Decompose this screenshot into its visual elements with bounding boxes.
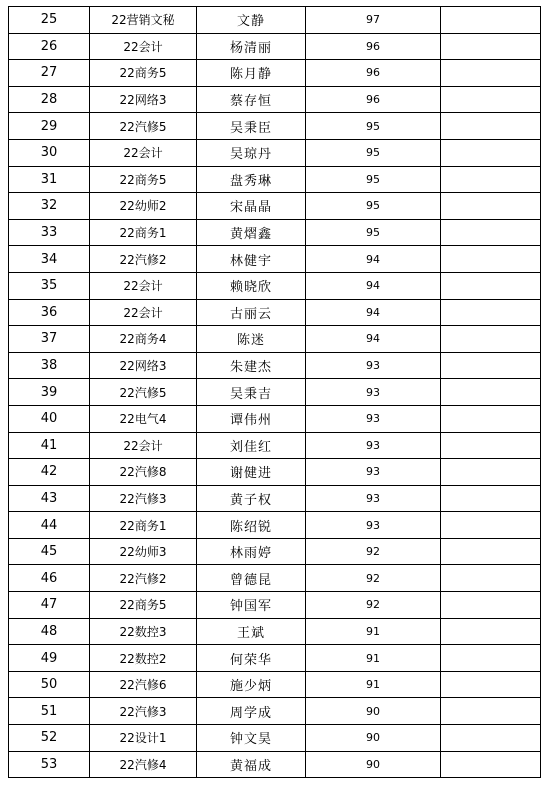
name-cell: 王斌 bbox=[197, 618, 306, 645]
score-cell: 92 bbox=[306, 592, 441, 619]
score-cell: 96 bbox=[306, 33, 441, 60]
class-cell: 22电气4 bbox=[90, 405, 197, 432]
name-cell: 谭伟州 bbox=[197, 405, 306, 432]
class-cell: 22商务1 bbox=[90, 512, 197, 539]
class-cell: 22汽修5 bbox=[90, 379, 197, 406]
class-cell: 22商务5 bbox=[90, 592, 197, 619]
score-cell: 94 bbox=[306, 326, 441, 353]
class-cell: 22网络3 bbox=[90, 352, 197, 379]
name-cell: 施少炳 bbox=[197, 671, 306, 698]
score-cell: 93 bbox=[306, 352, 441, 379]
remark-cell bbox=[441, 485, 541, 512]
score-cell: 93 bbox=[306, 512, 441, 539]
name-cell: 吴秉臣 bbox=[197, 113, 306, 140]
score-cell: 95 bbox=[306, 139, 441, 166]
class-cell: 22汽修8 bbox=[90, 459, 197, 486]
name-cell: 曾德昆 bbox=[197, 565, 306, 592]
name-cell: 黄熠鑫 bbox=[197, 219, 306, 246]
results-table bbox=[8, 6, 541, 778]
class-cell: 22幼师3 bbox=[90, 538, 197, 565]
name-cell: 古丽云 bbox=[197, 299, 306, 326]
rank-cell: 44 bbox=[9, 512, 90, 539]
rank-cell: 26 bbox=[9, 33, 90, 60]
score-cell: 93 bbox=[306, 459, 441, 486]
name-cell: 蔡存恒 bbox=[197, 86, 306, 113]
class-cell: 22幼师2 bbox=[90, 193, 197, 220]
rank-cell: 45 bbox=[9, 538, 90, 565]
score-cell: 93 bbox=[306, 379, 441, 406]
score-cell: 96 bbox=[306, 86, 441, 113]
class-cell: 22汽修2 bbox=[90, 246, 197, 273]
name-cell: 宋晶晶 bbox=[197, 193, 306, 220]
remark-cell bbox=[441, 352, 541, 379]
score-cell: 95 bbox=[306, 166, 441, 193]
remark-cell bbox=[441, 645, 541, 672]
table-row bbox=[9, 618, 541, 645]
name-cell: 陈迷 bbox=[197, 326, 306, 353]
remark-cell bbox=[441, 671, 541, 698]
rank-cell: 39 bbox=[9, 379, 90, 406]
class-cell: 22会计 bbox=[90, 272, 197, 299]
rank-cell: 48 bbox=[9, 618, 90, 645]
table-row bbox=[9, 592, 541, 619]
name-cell: 吴秉吉 bbox=[197, 379, 306, 406]
remark-cell bbox=[441, 538, 541, 565]
remark-cell bbox=[441, 33, 541, 60]
rank-cell: 27 bbox=[9, 60, 90, 87]
class-cell: 22会计 bbox=[90, 432, 197, 459]
score-cell: 94 bbox=[306, 246, 441, 273]
class-cell: 22商务5 bbox=[90, 60, 197, 87]
rank-cell: 28 bbox=[9, 86, 90, 113]
class-cell: 22网络3 bbox=[90, 86, 197, 113]
remark-cell bbox=[441, 698, 541, 725]
remark-cell bbox=[441, 246, 541, 273]
remark-cell bbox=[441, 272, 541, 299]
remark-cell bbox=[441, 326, 541, 353]
score-cell: 97 bbox=[306, 7, 441, 34]
name-cell: 何荣华 bbox=[197, 645, 306, 672]
table-row bbox=[9, 166, 541, 193]
rank-cell: 29 bbox=[9, 113, 90, 140]
class-cell: 22营销文秘 bbox=[90, 7, 197, 34]
table-row bbox=[9, 272, 541, 299]
name-cell: 文静 bbox=[197, 7, 306, 34]
table-row bbox=[9, 246, 541, 273]
rank-cell: 51 bbox=[9, 698, 90, 725]
rank-cell: 34 bbox=[9, 246, 90, 273]
results-table-body bbox=[9, 7, 541, 778]
remark-cell bbox=[441, 60, 541, 87]
class-cell: 22商务5 bbox=[90, 166, 197, 193]
rank-cell: 37 bbox=[9, 326, 90, 353]
remark-cell bbox=[441, 432, 541, 459]
remark-cell bbox=[441, 725, 541, 752]
score-cell: 90 bbox=[306, 698, 441, 725]
rank-cell: 49 bbox=[9, 645, 90, 672]
name-cell: 谢健进 bbox=[197, 459, 306, 486]
class-cell: 22商务1 bbox=[90, 219, 197, 246]
remark-cell bbox=[441, 299, 541, 326]
remark-cell bbox=[441, 166, 541, 193]
table-row bbox=[9, 565, 541, 592]
rank-cell: 36 bbox=[9, 299, 90, 326]
class-cell: 22商务4 bbox=[90, 326, 197, 353]
score-cell: 92 bbox=[306, 565, 441, 592]
table-row bbox=[9, 299, 541, 326]
rank-cell: 35 bbox=[9, 272, 90, 299]
rank-cell: 47 bbox=[9, 592, 90, 619]
class-cell: 22会计 bbox=[90, 33, 197, 60]
remark-cell bbox=[441, 512, 541, 539]
table-row bbox=[9, 725, 541, 752]
rank-cell: 31 bbox=[9, 166, 90, 193]
table-row bbox=[9, 671, 541, 698]
remark-cell bbox=[441, 405, 541, 432]
rank-cell: 32 bbox=[9, 193, 90, 220]
remark-cell bbox=[441, 193, 541, 220]
class-cell: 22汽修3 bbox=[90, 485, 197, 512]
score-cell: 92 bbox=[306, 538, 441, 565]
table-row bbox=[9, 113, 541, 140]
score-cell: 91 bbox=[306, 645, 441, 672]
rank-cell: 25 bbox=[9, 7, 90, 34]
rank-cell: 52 bbox=[9, 725, 90, 752]
score-cell: 95 bbox=[306, 219, 441, 246]
remark-cell bbox=[441, 7, 541, 34]
table-row bbox=[9, 60, 541, 87]
rank-cell: 38 bbox=[9, 352, 90, 379]
rank-cell: 50 bbox=[9, 671, 90, 698]
rank-cell: 33 bbox=[9, 219, 90, 246]
score-cell: 95 bbox=[306, 193, 441, 220]
table-row bbox=[9, 405, 541, 432]
class-cell: 22汽修4 bbox=[90, 751, 197, 778]
rank-cell: 53 bbox=[9, 751, 90, 778]
remark-cell bbox=[441, 751, 541, 778]
remark-cell bbox=[441, 565, 541, 592]
name-cell: 盘秀琳 bbox=[197, 166, 306, 193]
table-row bbox=[9, 219, 541, 246]
remark-cell bbox=[441, 86, 541, 113]
table-row bbox=[9, 139, 541, 166]
class-cell: 22汽修3 bbox=[90, 698, 197, 725]
score-cell: 95 bbox=[306, 113, 441, 140]
table-row bbox=[9, 352, 541, 379]
remark-cell bbox=[441, 219, 541, 246]
name-cell: 林雨婷 bbox=[197, 538, 306, 565]
name-cell: 周学成 bbox=[197, 698, 306, 725]
name-cell: 杨清丽 bbox=[197, 33, 306, 60]
class-cell: 22会计 bbox=[90, 299, 197, 326]
name-cell: 黄福成 bbox=[197, 751, 306, 778]
rank-cell: 46 bbox=[9, 565, 90, 592]
table-row bbox=[9, 698, 541, 725]
name-cell: 赖晓欣 bbox=[197, 272, 306, 299]
score-cell: 91 bbox=[306, 671, 441, 698]
rank-cell: 40 bbox=[9, 405, 90, 432]
class-cell: 22汽修5 bbox=[90, 113, 197, 140]
name-cell: 陈绍锐 bbox=[197, 512, 306, 539]
table-row bbox=[9, 86, 541, 113]
score-cell: 94 bbox=[306, 299, 441, 326]
name-cell: 钟国军 bbox=[197, 592, 306, 619]
score-cell: 94 bbox=[306, 272, 441, 299]
remark-cell bbox=[441, 113, 541, 140]
score-cell: 93 bbox=[306, 432, 441, 459]
score-cell: 96 bbox=[306, 60, 441, 87]
name-cell: 黄子权 bbox=[197, 485, 306, 512]
table-row bbox=[9, 432, 541, 459]
name-cell: 陈月静 bbox=[197, 60, 306, 87]
score-cell: 93 bbox=[306, 405, 441, 432]
table-row bbox=[9, 33, 541, 60]
table-row bbox=[9, 326, 541, 353]
table-row bbox=[9, 193, 541, 220]
remark-cell bbox=[441, 618, 541, 645]
table-row bbox=[9, 7, 541, 34]
class-cell: 22数控2 bbox=[90, 645, 197, 672]
name-cell: 刘佳红 bbox=[197, 432, 306, 459]
table-row bbox=[9, 379, 541, 406]
score-cell: 91 bbox=[306, 618, 441, 645]
class-cell: 22设计1 bbox=[90, 725, 197, 752]
table-row bbox=[9, 485, 541, 512]
remark-cell bbox=[441, 379, 541, 406]
score-cell: 90 bbox=[306, 725, 441, 752]
score-cell: 93 bbox=[306, 485, 441, 512]
remark-cell bbox=[441, 459, 541, 486]
rank-cell: 41 bbox=[9, 432, 90, 459]
table-row bbox=[9, 459, 541, 486]
class-cell: 22会计 bbox=[90, 139, 197, 166]
rank-cell: 42 bbox=[9, 459, 90, 486]
rank-cell: 43 bbox=[9, 485, 90, 512]
remark-cell bbox=[441, 139, 541, 166]
table-row bbox=[9, 538, 541, 565]
table-row bbox=[9, 512, 541, 539]
class-cell: 22数控3 bbox=[90, 618, 197, 645]
class-cell: 22汽修2 bbox=[90, 565, 197, 592]
name-cell: 林健宇 bbox=[197, 246, 306, 273]
name-cell: 吴琼丹 bbox=[197, 139, 306, 166]
score-cell: 90 bbox=[306, 751, 441, 778]
name-cell: 朱建杰 bbox=[197, 352, 306, 379]
class-cell: 22汽修6 bbox=[90, 671, 197, 698]
table-row bbox=[9, 645, 541, 672]
rank-cell: 30 bbox=[9, 139, 90, 166]
table-row bbox=[9, 751, 541, 778]
remark-cell bbox=[441, 592, 541, 619]
name-cell: 钟文昊 bbox=[197, 725, 306, 752]
